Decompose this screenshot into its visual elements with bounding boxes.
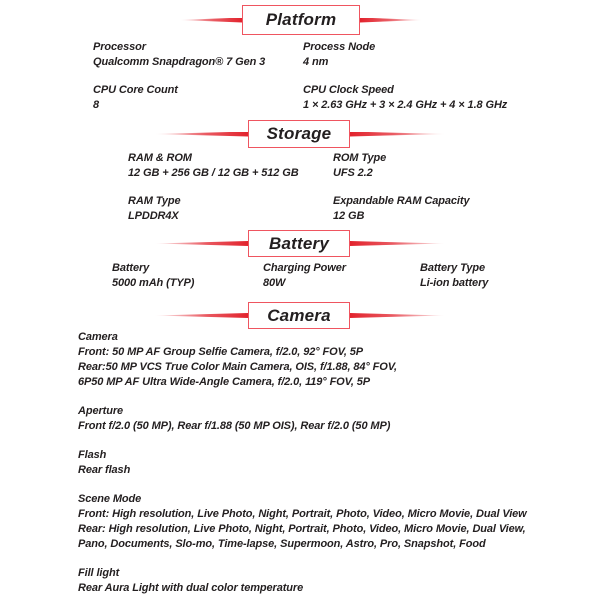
section-header-battery <box>248 230 350 257</box>
group-line: Pano, Documents, Slo-mo, Time-lapse, Supermoon, Astro, Pro, Snapshot, Food <box>78 538 486 550</box>
group-line: Rear flash <box>78 464 131 476</box>
group-line: Front f/2.0 (50 MP), Rear f/1.88 (50 MP OIS), Rear f/2.0 (50 MP) <box>78 420 391 432</box>
field-label: Battery <box>112 262 150 274</box>
camera-group-flash <box>78 448 578 478</box>
group-line: Front: High resolution, Live Photo, Night, Portrait, Photo, Video, Micro Movie, Dual View <box>78 508 527 520</box>
decorative-line-left <box>180 18 242 23</box>
field-label: RAM & ROM <box>128 152 192 164</box>
group-line: Rear:50 MP VCS True Color Main Camera, OIS, f/1.88, 84° FOV, <box>78 361 397 373</box>
spec-field-cpu-core-count <box>93 83 178 113</box>
section-header-platform <box>242 5 360 35</box>
camera-group-aperture <box>78 404 578 434</box>
field-value: Qualcomm Snapdragon® 7 Gen 3 <box>93 56 266 68</box>
spec-field-ram-type <box>128 194 181 224</box>
camera-group-scene-mode <box>78 492 578 552</box>
section-header-storage <box>248 120 350 148</box>
field-value: Li-ion battery <box>420 277 489 289</box>
decorative-line-right <box>360 18 422 23</box>
spec-field-expandable-ram <box>333 194 469 224</box>
group-line: Rear: High resolution, Live Photo, Night, Portrait, Photo, Video, Micro Movie, Dual View, <box>78 523 526 535</box>
group-line: Front: 50 MP AF Group Selfie Camera, f/2.0, 92° FOV, 5P <box>78 346 363 358</box>
decorative-line-right <box>350 313 445 318</box>
group-heading: Camera <box>78 331 118 343</box>
group-heading: Scene Mode <box>78 493 142 505</box>
field-value: UFS 2.2 <box>333 167 373 179</box>
spec-field-rom-type <box>333 151 386 181</box>
camera-group-fill-light <box>78 566 578 596</box>
field-value: 4 nm <box>303 56 329 68</box>
field-label: Charging Power <box>263 262 346 274</box>
decorative-line-right <box>350 132 445 137</box>
decorative-line-right <box>350 241 445 246</box>
group-line: 6P50 MP AF Ultra Wide-Angle Camera, f/2.0, 119° FOV, 5P <box>78 376 371 388</box>
spec-field-processor <box>93 40 265 70</box>
field-value: 12 GB + 256 GB / 12 GB + 512 GB <box>128 167 299 179</box>
spec-field-ram-rom <box>128 151 299 181</box>
decorative-line-left <box>155 313 248 318</box>
spec-field-cpu-clock-speed <box>303 83 507 113</box>
section-title-storage: Storage <box>266 124 332 143</box>
field-value: 12 GB <box>333 210 365 222</box>
spec-field-charging-power <box>263 261 346 291</box>
field-label: CPU Clock Speed <box>303 84 394 96</box>
group-heading: Fill light <box>78 567 120 579</box>
field-value: 8 <box>93 99 100 111</box>
group-line: Rear Aura Light with dual color temperature <box>78 582 304 594</box>
field-label: ROM Type <box>333 152 387 164</box>
section-header-camera <box>248 302 350 329</box>
decorative-line-left <box>155 132 248 137</box>
field-value: 1 × 2.63 GHz + 3 × 2.4 GHz + 4 × 1.8 GHz <box>303 99 508 111</box>
field-label: RAM Type <box>128 195 181 207</box>
group-heading: Aperture <box>78 405 124 417</box>
camera-group-camera <box>78 330 578 390</box>
spec-field-battery <box>112 261 194 291</box>
field-label: CPU Core Count <box>93 84 178 96</box>
section-title-battery: Battery <box>269 233 329 253</box>
field-label: Process Node <box>303 41 376 53</box>
spec-field-process-node <box>303 40 375 70</box>
group-heading: Flash <box>78 449 107 461</box>
field-value: LPDDR4X <box>128 210 179 222</box>
field-value: 80W <box>263 277 286 289</box>
field-value: 5000 mAh (TYP) <box>112 277 195 289</box>
field-label: Battery Type <box>420 262 486 274</box>
section-title-camera: Camera <box>267 305 331 325</box>
field-label: Processor <box>93 41 146 53</box>
field-label: Expandable RAM Capacity <box>333 195 470 207</box>
decorative-line-left <box>155 241 248 246</box>
camera-details <box>78 330 578 600</box>
section-title-platform: Platform <box>265 10 337 29</box>
spec-field-battery-type <box>420 261 488 291</box>
